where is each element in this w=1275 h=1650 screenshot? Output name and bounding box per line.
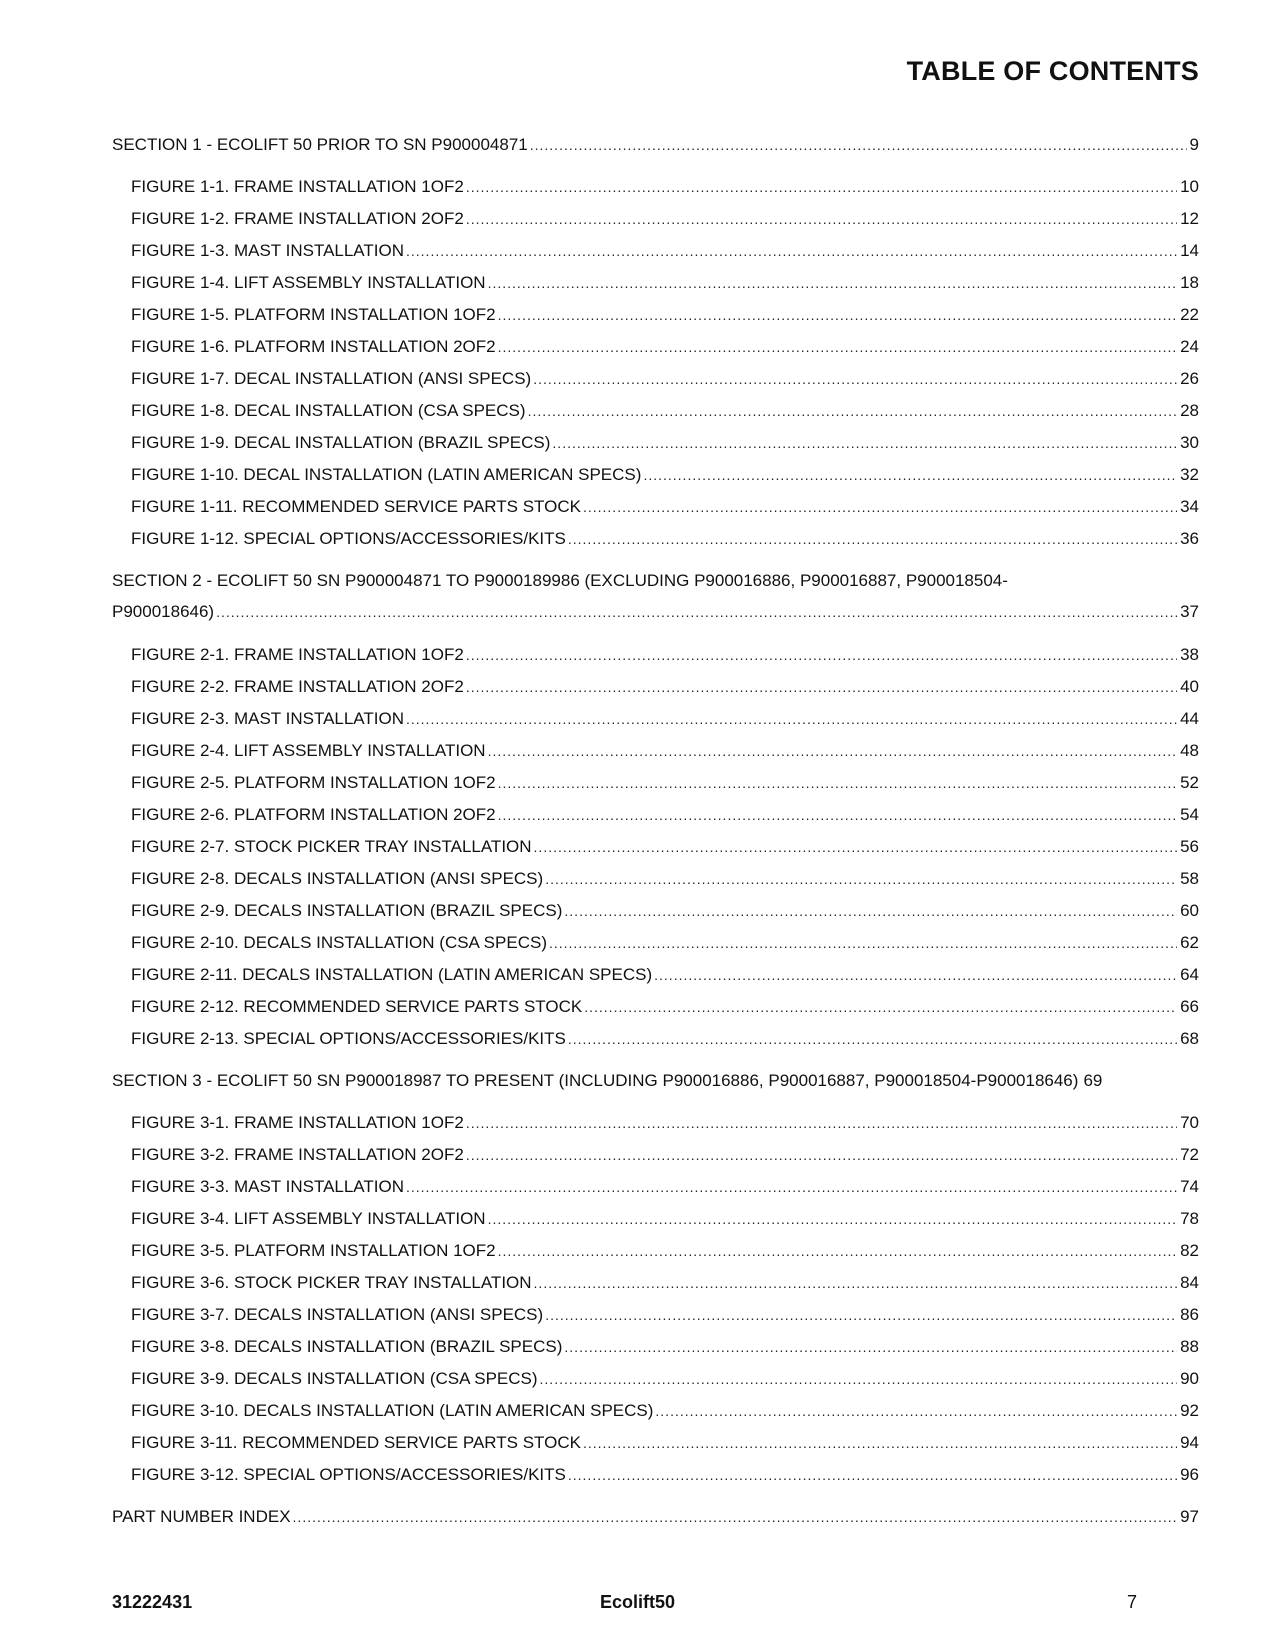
toc-figure-1-12[interactable] <box>112 528 1199 560</box>
toc-entry-page: 48 <box>1180 741 1199 760</box>
toc-figure-2-1[interactable] <box>112 644 1199 676</box>
toc-section-1[interactable] <box>112 134 1199 166</box>
dot-leader <box>406 240 1177 262</box>
dot-leader <box>466 176 1177 198</box>
dot-leader <box>498 804 1177 826</box>
toc-figure-2-11[interactable] <box>112 964 1199 996</box>
dot-leader <box>466 1144 1177 1166</box>
toc-figure-3-11[interactable] <box>112 1432 1199 1464</box>
toc-figure-1-8[interactable] <box>112 400 1199 432</box>
toc-entry-title: FIGURE 2-9. DECALS INSTALLATION (BRAZIL SPECS) <box>131 901 563 920</box>
toc-figure-3-12[interactable] <box>112 1464 1199 1496</box>
toc-entry-page: 52 <box>1180 773 1199 792</box>
dot-leader <box>583 1432 1177 1454</box>
toc-entry-title: FIGURE 1-8. DECAL INSTALLATION (CSA SPECS) <box>131 401 526 420</box>
toc-figure-2-9[interactable] <box>112 900 1199 932</box>
toc-entry-title: FIGURE 1-11. RECOMMENDED SERVICE PARTS STOCK <box>131 497 581 516</box>
toc-entry-page: 38 <box>1180 645 1199 664</box>
toc-entry-page: 34 <box>1180 497 1199 516</box>
toc-entry-page: 82 <box>1180 1241 1199 1260</box>
toc-entry-title: FIGURE 3-8. DECALS INSTALLATION (BRAZIL SPECS) <box>131 1337 563 1356</box>
toc-figure-1-1[interactable] <box>112 176 1199 208</box>
toc-figure-1-9[interactable] <box>112 432 1199 464</box>
toc-entry-page: 14 <box>1180 241 1199 260</box>
dot-leader <box>293 1506 1178 1528</box>
toc-entry-title: FIGURE 3-9. DECALS INSTALLATION (CSA SPECS) <box>131 1369 538 1388</box>
dot-leader <box>466 676 1177 698</box>
toc-entry-page: 70 <box>1180 1113 1199 1132</box>
dot-leader <box>545 1304 1177 1326</box>
toc-entry-title: FIGURE 3-7. DECALS INSTALLATION (ANSI SPECS) <box>131 1305 544 1324</box>
toc-figure-1-6[interactable] <box>112 336 1199 368</box>
toc-figure-2-8[interactable] <box>112 868 1199 900</box>
toc-entry-page: 64 <box>1180 965 1199 984</box>
dot-leader <box>564 1336 1177 1358</box>
dot-leader <box>406 708 1177 730</box>
dot-leader <box>498 336 1177 358</box>
toc-entry-page: 74 <box>1180 1177 1199 1196</box>
toc-entry-title: FIGURE 2-7. STOCK PICKER TRAY INSTALLATION <box>131 837 532 856</box>
toc-figure-2-12[interactable] <box>112 996 1199 1028</box>
toc-entry-page: 92 <box>1180 1401 1199 1420</box>
dot-leader <box>654 964 1177 986</box>
toc-figure-3-8[interactable] <box>112 1336 1199 1368</box>
toc-entry-title: FIGURE 3-3. MAST INSTALLATION <box>131 1177 404 1196</box>
dot-leader <box>530 134 1187 156</box>
toc-entry-page: 78 <box>1180 1209 1199 1228</box>
toc-entry-page: 12 <box>1180 209 1199 228</box>
toc-entry-title: SECTION 3 - ECOLIFT 50 SN P900018987 TO PRESENT (INCLUDING P900016886, P900016887, P900018504-P900018646) <box>112 1071 1079 1090</box>
toc-figure-2-3[interactable] <box>112 708 1199 740</box>
dot-leader <box>498 1240 1177 1262</box>
toc-figure-1-5[interactable] <box>112 304 1199 336</box>
toc-entry-page: 72 <box>1180 1145 1199 1164</box>
toc-entry-title: FIGURE 2-6. PLATFORM INSTALLATION 2OF2 <box>131 805 496 824</box>
toc-figure-3-1[interactable] <box>112 1112 1199 1144</box>
toc-entry-title: FIGURE 1-9. DECAL INSTALLATION (BRAZIL SPECS) <box>131 433 551 452</box>
dot-leader <box>406 1176 1177 1198</box>
toc-entry-page: 88 <box>1180 1337 1199 1356</box>
toc-entry-title: FIGURE 3-6. STOCK PICKER TRAY INSTALLATION <box>131 1273 532 1292</box>
dot-leader <box>568 1464 1177 1486</box>
toc-entry-title: FIGURE 3-1. FRAME INSTALLATION 1OF2 <box>131 1113 464 1132</box>
toc-entry-title: SECTION 1 - ECOLIFT 50 PRIOR TO SN P900004871 <box>112 135 528 154</box>
toc-entry-title: FIGURE 3-11. RECOMMENDED SERVICE PARTS STOCK <box>131 1433 581 1452</box>
dot-leader <box>584 996 1177 1018</box>
toc-entry-title: FIGURE 2-5. PLATFORM INSTALLATION 1OF2 <box>131 773 496 792</box>
toc-entry-page: 62 <box>1180 933 1199 952</box>
dot-leader <box>655 1400 1177 1422</box>
toc-entry-title: FIGURE 1-4. LIFT ASSEMBLY INSTALLATION <box>131 273 486 292</box>
toc-entry-title: FIGURE 3-4. LIFT ASSEMBLY INSTALLATION <box>131 1209 486 1228</box>
toc-entry-title: FIGURE 2-10. DECALS INSTALLATION (CSA SPECS) <box>131 933 547 952</box>
toc-entry-title: FIGURE 3-10. DECALS INSTALLATION (LATIN AMERICAN SPECS) <box>131 1401 654 1420</box>
toc-entry-title: FIGURE 3-5. PLATFORM INSTALLATION 1OF2 <box>131 1241 496 1260</box>
toc-figure-1-7[interactable] <box>112 368 1199 400</box>
toc-figure-2-5[interactable] <box>112 772 1199 804</box>
dot-leader <box>533 368 1177 390</box>
toc-entry-page: 32 <box>1180 465 1199 484</box>
toc-entry-page: 9 <box>1189 135 1199 154</box>
toc-figure-2-4[interactable] <box>112 740 1199 772</box>
toc-entry-title-line2: P900018646) <box>112 602 215 621</box>
toc-figure-2-10[interactable] <box>112 932 1199 964</box>
toc-entry-page: 90 <box>1180 1369 1199 1388</box>
toc-entry-page: 28 <box>1180 401 1199 420</box>
toc-entry-title: FIGURE 1-5. PLATFORM INSTALLATION 1OF2 <box>131 305 496 324</box>
toc-entry-page: 22 <box>1180 305 1199 324</box>
toc-entry-page: 96 <box>1180 1465 1199 1484</box>
toc-entry-title: FIGURE 1-3. MAST INSTALLATION <box>131 241 404 260</box>
dot-leader <box>528 400 1178 422</box>
toc-figure-3-4[interactable] <box>112 1208 1199 1240</box>
dot-leader <box>564 900 1177 922</box>
toc-entry-title: FIGURE 1-12. SPECIAL OPTIONS/ACCESSORIES/KITS <box>131 529 566 548</box>
toc-entry-title: FIGURE 1-1. FRAME INSTALLATION 1OF2 <box>131 177 464 196</box>
toc-entry-page: 37 <box>1180 602 1199 621</box>
dot-leader <box>583 496 1177 518</box>
toc-entry-page: 10 <box>1180 177 1199 196</box>
toc-figure-2-6[interactable] <box>112 804 1199 836</box>
toc-figure-3-7[interactable] <box>112 1304 1199 1336</box>
toc-entry-page: 18 <box>1180 273 1199 292</box>
dot-leader <box>498 772 1177 794</box>
page-title: TABLE OF CONTENTS <box>906 56 1199 86</box>
toc-figure-1-3[interactable] <box>112 240 1199 272</box>
toc-entry-page: 54 <box>1180 805 1199 824</box>
dot-leader <box>643 464 1177 486</box>
dot-leader <box>498 304 1177 326</box>
toc-entry-title: FIGURE 2-11. DECALS INSTALLATION (LATIN AMERICAN SPECS) <box>131 965 653 984</box>
toc-entry-title: FIGURE 2-1. FRAME INSTALLATION 1OF2 <box>131 645 464 664</box>
toc-entry-title: FIGURE 1-7. DECAL INSTALLATION (ANSI SPECS) <box>131 369 532 388</box>
toc-figure-3-5[interactable] <box>112 1240 1199 1272</box>
toc-figure-3-10[interactable] <box>112 1400 1199 1432</box>
toc-entry-title: FIGURE 2-8. DECALS INSTALLATION (ANSI SPECS) <box>131 869 544 888</box>
toc-entry-title: FIGURE 3-12. SPECIAL OPTIONS/ACCESSORIES/KITS <box>131 1465 566 1484</box>
toc-figure-3-3[interactable] <box>112 1176 1199 1208</box>
toc-entry-title: FIGURE 1-10. DECAL INSTALLATION (LATIN AMERICAN SPECS) <box>131 465 642 484</box>
toc-part-number-index[interactable] <box>112 1506 1199 1538</box>
toc-figure-1-11[interactable] <box>112 496 1199 528</box>
dot-leader <box>552 432 1177 454</box>
toc-entry-page: 60 <box>1180 901 1199 920</box>
dot-leader <box>534 1272 1178 1294</box>
footer-model: Ecolift50 <box>599 1592 676 1612</box>
dot-leader <box>568 528 1177 550</box>
toc-entry-page: 26 <box>1180 369 1199 388</box>
dot-leader <box>466 208 1177 230</box>
dot-leader <box>568 1028 1177 1050</box>
dot-leader <box>466 1112 1177 1134</box>
toc-section-2[interactable] <box>112 570 1199 634</box>
dot-leader <box>488 1208 1177 1230</box>
toc-entry-title: FIGURE 1-6. PLATFORM INSTALLATION 2OF2 <box>131 337 496 356</box>
toc-entry-page: 40 <box>1180 677 1199 696</box>
toc-entry-page: 24 <box>1180 337 1199 356</box>
toc-entry-title: FIGURE 1-2. FRAME INSTALLATION 2OF2 <box>131 209 464 228</box>
toc-entry-title: FIGURE 2-3. MAST INSTALLATION <box>131 709 404 728</box>
dot-leader <box>466 644 1177 666</box>
dot-leader <box>549 932 1177 954</box>
toc-entry-title: FIGURE 2-4. LIFT ASSEMBLY INSTALLATION <box>131 741 486 760</box>
toc-figure-2-2[interactable] <box>112 676 1199 708</box>
toc-entry-page: 56 <box>1180 837 1199 856</box>
toc-entry-page: 30 <box>1180 433 1199 452</box>
toc-entry-page: 94 <box>1180 1433 1199 1452</box>
toc-figure-1-2[interactable] <box>112 208 1199 240</box>
toc-entry-page: 86 <box>1180 1305 1199 1324</box>
toc-entry-title: FIGURE 2-12. RECOMMENDED SERVICE PARTS STOCK <box>131 997 583 1016</box>
dot-leader <box>545 868 1177 890</box>
toc-figure-1-4[interactable] <box>112 272 1199 304</box>
toc-section-3[interactable] <box>112 1070 1199 1102</box>
dot-leader <box>488 272 1177 294</box>
table-of-contents <box>112 134 1199 1538</box>
toc-figure-1-10[interactable] <box>112 464 1199 496</box>
toc-figure-3-6[interactable] <box>112 1272 1199 1304</box>
toc-entry-page: 36 <box>1180 529 1199 548</box>
dot-leader <box>534 836 1178 858</box>
toc-figure-3-2[interactable] <box>112 1144 1199 1176</box>
toc-entry-title: FIGURE 2-2. FRAME INSTALLATION 2OF2 <box>131 677 464 696</box>
toc-entry-page: 68 <box>1180 1029 1199 1048</box>
toc-figure-2-13[interactable] <box>112 1028 1199 1060</box>
footer-page-number: 7 <box>1126 1592 1137 1612</box>
toc-entry-page: 97 <box>1180 1507 1199 1526</box>
toc-figure-3-9[interactable] <box>112 1368 1199 1400</box>
toc-entry-title: FIGURE 2-13. SPECIAL OPTIONS/ACCESSORIES/KITS <box>131 1029 566 1048</box>
toc-entry-title-line1: SECTION 2 - ECOLIFT 50 SN P900004871 TO P9000189986 (EXCLUDING P900016886, P900016887, P900018504- <box>112 571 1008 590</box>
toc-entry-title: FIGURE 3-2. FRAME INSTALLATION 2OF2 <box>131 1145 464 1164</box>
dot-leader <box>488 740 1177 762</box>
toc-figure-2-7[interactable] <box>112 836 1199 868</box>
toc-entry-page: 44 <box>1180 709 1199 728</box>
dot-leader <box>540 1368 1178 1390</box>
dot-leader <box>216 601 1177 623</box>
toc-entry-page: 66 <box>1180 997 1199 1016</box>
toc-entry-title: PART NUMBER INDEX <box>112 1507 291 1526</box>
footer-doc-number: 31222431 <box>112 1592 193 1612</box>
toc-entry-page: 58 <box>1180 869 1199 888</box>
toc-entry-page: 69 <box>1083 1071 1103 1090</box>
toc-entry-page: 84 <box>1180 1273 1199 1292</box>
